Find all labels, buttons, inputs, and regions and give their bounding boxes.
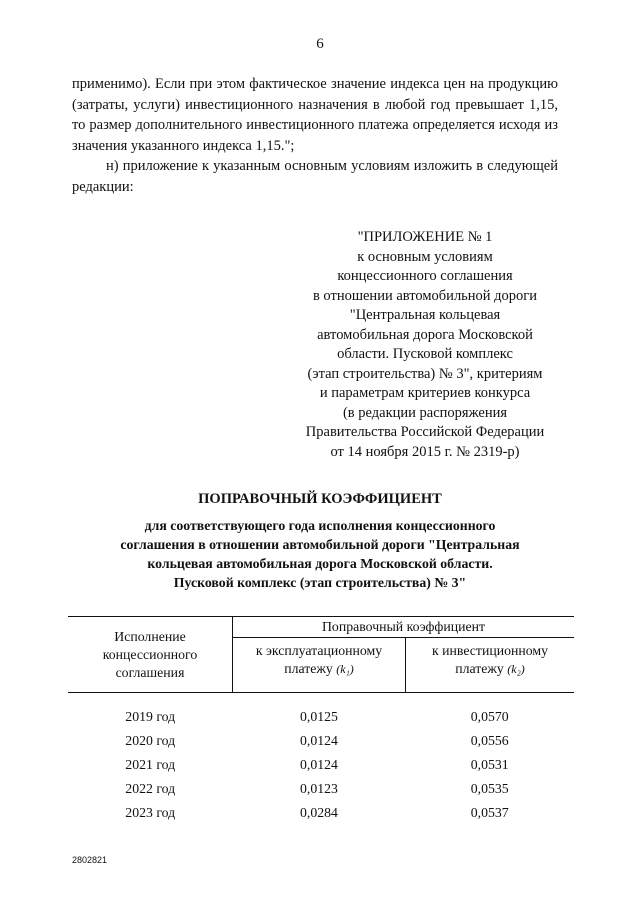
appendix-line: Правительства Российской Федерации: [305, 424, 545, 440]
cell-k2: 0,0535: [470, 781, 509, 796]
appendix-line: (этап строительства) № 3", критериям: [307, 365, 543, 382]
page-number: 6: [316, 36, 324, 52]
cell-k2: 0,0570: [470, 709, 509, 724]
cell-k1: 0,0123: [300, 781, 338, 796]
appendix-line: (в редакции распоряжения: [342, 404, 508, 421]
document-subtitle: [80, 516, 560, 592]
head-k2: [406, 638, 575, 693]
cell-k1: 0,0125: [300, 709, 338, 724]
appendix-line: концессионного соглашения: [337, 268, 513, 284]
appendix-line: "ПРИЛОЖЕНИЕ № 1: [357, 229, 493, 245]
cell-k2: 0,0537: [470, 805, 509, 820]
cell-k1: 0,0124: [300, 757, 338, 772]
subtitle-line: кольцевая автомобильная дорога Московской области.: [147, 556, 493, 571]
body-text: [72, 74, 558, 197]
table-row: [68, 693, 574, 730]
cell-year: 2021 год: [125, 757, 176, 772]
head-execution: [68, 617, 233, 693]
table-row: [68, 801, 574, 825]
paragraph-index-cap: применимо). Если при этом фактическое значение индекса цен на продукцию (затраты, услуги) инвестиционного назначения в любой год превышает 1,15, то размер дополнительного инвестиционного платежа определяется исходя из значения указанного индекса 1,15.";: [72, 76, 558, 154]
head-k1: [233, 638, 406, 693]
coefficient-table: [68, 616, 574, 825]
appendix-line: области. Пусковой комплекс: [337, 346, 513, 362]
subtitle-line: соглашения в отношении автомобильной дороги "Центральная: [120, 537, 520, 552]
head-k1-line2: платежу (k₁): [284, 661, 354, 676]
table-row: [68, 729, 574, 753]
cell-year: 2022 год: [125, 781, 176, 796]
appendix-line: от 14 ноября 2015 г. № 2319-р): [330, 443, 520, 460]
document-title: ПОПРАВОЧНЫЙ КОЭФФИЦИЕНТ: [198, 491, 442, 507]
appendix-line: к основным условиям: [357, 248, 493, 265]
subtitle-line: для соответствующего года исполнения концессионного: [144, 518, 496, 533]
subtitle-line: Пусковой комплекс (этап строительства) № 3": [173, 575, 467, 590]
cell-k2: 0,0531: [470, 757, 509, 772]
cell-year: 2019 год: [125, 709, 176, 724]
footer-code: 2802821: [72, 855, 108, 865]
k1-symbol: (k₁): [336, 662, 354, 676]
appendix-line: в отношении автомобильной дороги: [312, 287, 538, 304]
table-row: [68, 777, 574, 801]
cell-year: 2023 год: [125, 805, 176, 820]
head-coefficient-group: Поправочный коэффициент: [233, 617, 575, 638]
paragraph-appendix-intro: н) приложение к указанным основным условиям изложить в следующей редакции:: [72, 158, 558, 195]
appendix-line: "Центральная кольцевая: [349, 307, 501, 323]
cell-k1: 0,0284: [300, 805, 338, 820]
table-row: [68, 753, 574, 777]
head-k2-line1: к инвестиционному: [431, 643, 549, 658]
head-execution-line: концессионного: [102, 646, 198, 662]
head-k2-line2: платежу (k₂): [455, 661, 525, 676]
appendix-line: автомобильная дорога Московской: [317, 326, 533, 343]
k2-symbol: (k₂): [507, 662, 525, 676]
cell-k2: 0,0556: [470, 733, 509, 748]
cell-k1: 0,0124: [300, 733, 338, 748]
head-execution-line: соглашения: [115, 664, 185, 680]
head-execution-line: Исполнение: [114, 628, 186, 644]
appendix-line: и параметрам критериев конкурса: [319, 385, 531, 401]
appendix-header: [290, 228, 560, 462]
cell-year: 2020 год: [125, 733, 176, 748]
head-k1-line1: к эксплуатационному: [255, 643, 383, 658]
